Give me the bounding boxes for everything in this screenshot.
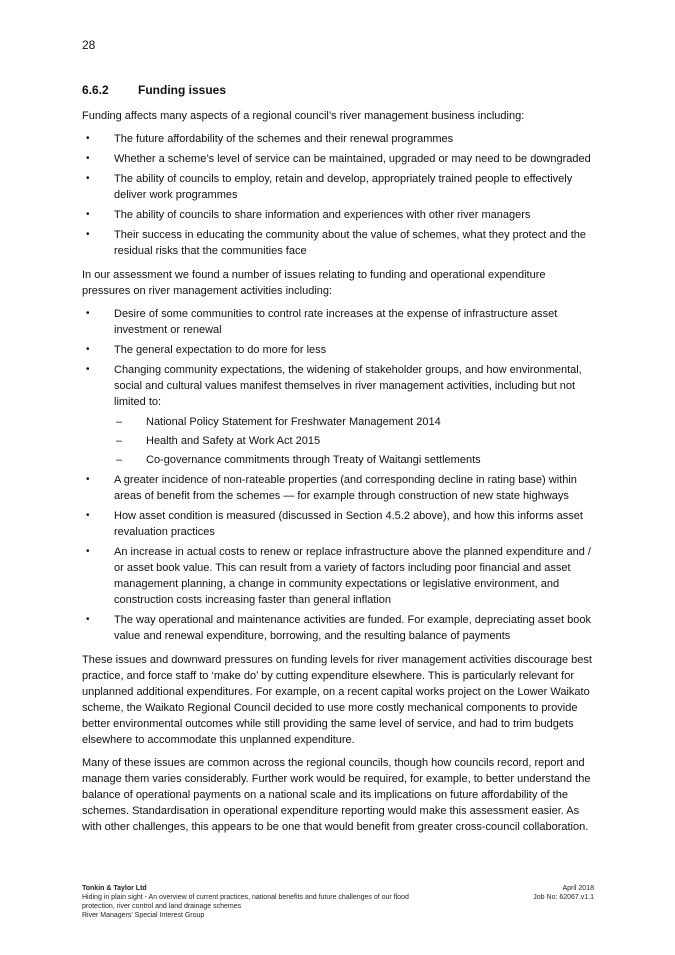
bullet-icon: • bbox=[86, 510, 90, 521]
bullet-icon: • bbox=[86, 209, 90, 220]
section-title: Funding issues bbox=[138, 83, 227, 97]
section-number: 6.6.2 bbox=[82, 83, 109, 97]
conclusion-paragraph: Many of these issues are common across the regional councils, though how councils record, report and manage them varies considerably. Further work would be required, for example, to better understand the balance of operational payments on a national scale and its implications on future affordability of the schemes. Standardisation in operational expenditure reporting would make this assessment easier. As with other challenges, this appears to be one that would benefit from greater cross-council collaboration. bbox=[82, 757, 591, 833]
pressures-paragraph: These issues and downward pressures on funding levels for river management activities discourage best practice, and force staff to ‘make do’ by cutting expenditure elsewhere. This is particularly relevant for unplanned additional expenditures. For example, on a recent capital works project on the Lower Waikato scheme, the Waikato Regional Council decided to use more costly mechanical components to provide better environmental outcomes while still providing the same level of service, and had to trim budgets elsewhere to accommodate this unplanned expenditure. bbox=[82, 654, 592, 746]
list-item: • The future affordability of the schemes and their renewal programmes bbox=[86, 133, 454, 145]
list-item: • The ability of councils to employ, retain and develop, appropriately trained people to effectively deliver work programmes bbox=[86, 173, 573, 201]
sub-list-item: – Health and Safety at Work Act 2015 bbox=[116, 435, 321, 447]
footer-client: River Managers’ Special Interest Group bbox=[82, 912, 205, 919]
bullet-icon: • bbox=[86, 173, 90, 184]
section-heading bbox=[82, 82, 594, 98]
list-item: • Changing community expectations, the widening of stakeholder groups, and how environmental, social and cultural values manifest themselves in river management activities, including but not limited to: – National Policy Statement for Freshwater Management 2014 – Health and Safety at Work Act 2015 – Co-governance commitments through Treaty of Waitangi settlements bbox=[82, 362, 594, 468]
bullet-icon: • bbox=[86, 344, 90, 355]
bullet-icon: • bbox=[86, 364, 90, 375]
footer-report-title: Hiding in plain sight - An overview of current practices, national benefits and future challenges of our flood protection, river control and land drainage schemes bbox=[82, 894, 409, 910]
dash-icon: – bbox=[116, 416, 123, 428]
footer-date: April 2018 bbox=[562, 885, 594, 892]
bullet-icon: • bbox=[86, 474, 90, 485]
bullet-icon: • bbox=[86, 153, 90, 164]
list-item: • An increase in actual costs to renew or replace infrastructure above the planned expenditure and / or asset book value. This can result from a variety of factors including poor financial and asset management planning, a change in community expectations or legislative environment, and construction costs increasing faster than general inflation bbox=[86, 546, 591, 606]
bullet-icon: • bbox=[86, 133, 90, 144]
list-item: • Desire of some communities to control rate increases at the expense of infrastructure asset investment or renewal bbox=[86, 308, 558, 336]
list-item: • How asset condition is measured (discussed in Section 4.5.2 above), and how this informs asset revaluation practices bbox=[86, 510, 583, 538]
intro-paragraph: Funding affects many aspects of a regional council’s river management business including: bbox=[82, 110, 525, 122]
document-body bbox=[82, 82, 594, 842]
list-item: • The way operational and maintenance activities are funded. For example, depreciating asset book value and renewal expenditure, borrowing, and the resulting balance of payments bbox=[86, 614, 591, 642]
footer-job-number: Job No: 62067.v1.1 bbox=[533, 894, 594, 901]
sub-list-item: – National Policy Statement for Freshwater Management 2014 bbox=[116, 416, 441, 428]
dash-icon: – bbox=[116, 435, 123, 447]
list-item: • Whether a scheme’s level of service can be maintained, upgraded or may need to be downgraded bbox=[86, 153, 591, 165]
sub-list bbox=[114, 414, 594, 468]
issues-list bbox=[82, 306, 594, 644]
list-item: • The ability of councils to share information and experiences with other river managers bbox=[86, 209, 531, 221]
assessment-paragraph: In our assessment we found a number of issues relating to funding and operational expenditure pressures on river management activities including: bbox=[82, 269, 546, 297]
list-item: • Their success in educating the community about the value of schemes, what they protect and the residual risks that the communities face bbox=[86, 229, 587, 257]
bullet-icon: • bbox=[86, 229, 90, 240]
list-item: • The general expectation to do more for less bbox=[86, 344, 327, 356]
page-footer bbox=[82, 884, 594, 920]
sub-list-item: – Co-governance commitments through Treaty of Waitangi settlements bbox=[116, 454, 481, 466]
page-number: 28 bbox=[82, 38, 96, 52]
dash-icon: – bbox=[116, 454, 123, 466]
footer-company: Tonkin & Taylor Ltd bbox=[82, 885, 147, 892]
bullet-icon: • bbox=[86, 546, 90, 557]
bullet-icon: • bbox=[86, 308, 90, 319]
list-item: • A greater incidence of non-rateable properties (and corresponding decline in rating base) within areas of benefit from the schemes — for example through construction of new state highways bbox=[86, 474, 577, 502]
funding-aspects-list bbox=[82, 131, 594, 259]
bullet-icon: • bbox=[86, 614, 90, 625]
